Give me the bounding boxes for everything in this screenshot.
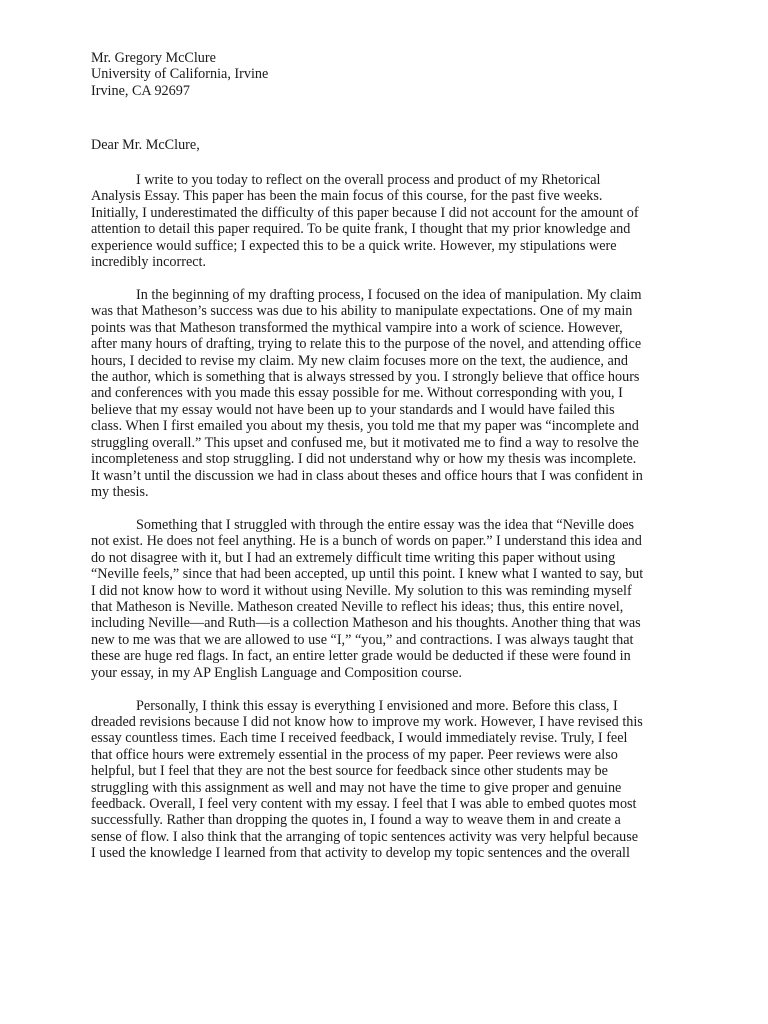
paragraph-line: Analysis Essay. This paper has been the main focus of this course, for the past five weeks. xyxy=(91,188,603,205)
paragraph-line: hours, I decided to revise my claim. My new claim focuses more on the text, the audience, and xyxy=(91,352,628,369)
paragraph-line: that office hours were extremely essential in the process of my paper. Peer reviews were also xyxy=(91,746,618,763)
paragraph-line: In the beginning of my drafting process, I focused on the idea of manipulation. My claim xyxy=(136,287,642,304)
recipient-institution: University of California, Irvine xyxy=(91,66,269,83)
paragraph-line: my thesis. xyxy=(91,483,149,500)
paragraph-line: I did not know how to word it without using Neville. My solution to this was reminding myself xyxy=(91,582,632,599)
paragraph-line: points was that Matheson transformed the mythical vampire into a work of science. However, xyxy=(91,319,623,336)
paragraph-line: including Neville—and Ruth—is a collection Matheson and his thoughts. Another thing that was xyxy=(91,615,641,632)
paragraph-line: It wasn’t until the discussion we had in class about theses and office hours that I was confident in xyxy=(91,467,643,484)
body-paragraph xyxy=(91,517,681,681)
paragraph-line: sense of flow. I also think that the arranging of topic sentences activity was very helpful because xyxy=(91,828,639,845)
recipient-name: Mr. Gregory McClure xyxy=(91,50,216,66)
paragraph-line: Personally, I think this essay is everything I envisioned and more. Before this class, I xyxy=(136,697,618,714)
paragraph-line: struggling with this assignment as well and may not have the time to give proper and genuine xyxy=(91,779,622,796)
paragraph-line: Initially, I underestimated the difficulty of this paper because I did not account for the amount of xyxy=(91,204,639,221)
paragraph-line: do not disagree with it, but I had an extremely difficult time writing this paper without using xyxy=(91,549,616,566)
paragraph-line: was that Matheson’s success was due to his ability to manipulate expectations. One of my main xyxy=(91,303,633,320)
paragraph-line: experience would suffice; I expected this to be a quick write. However, my stipulations were xyxy=(91,237,617,254)
paragraph-line: I write to you today to reflect on the overall process and product of my Rhetorical xyxy=(136,172,601,188)
paragraph-line: feedback. Overall, I feel very content with my essay. I feel that I was able to embed quotes most xyxy=(91,796,637,812)
paragraph-line: struggling overall.” This upset and confused me, but it motivated me to find a way to resolve the xyxy=(91,434,639,451)
letter-body xyxy=(91,172,681,878)
salutation: Dear Mr. McClure, xyxy=(91,137,200,153)
paragraph-line: and conferences with you made this essay possible for me. Without corresponding with you, I xyxy=(91,385,623,402)
paragraph-line: not exist. He does not feel anything. He is a bunch of words on paper.” I understand this idea and xyxy=(91,533,642,550)
paragraph-line: essay countless times. Each time I received feedback, I would immediately revise. Truly, I feel xyxy=(91,730,628,747)
recipient-address xyxy=(91,50,691,99)
paragraph-line: “Neville feels,” since that had been accepted, up until this point. I knew what I wanted to say, but xyxy=(91,566,644,583)
paragraph-line: helpful, but I feel that they are not the best source for feedback since other students may be xyxy=(91,763,608,780)
recipient-city-line: Irvine, CA 92697 xyxy=(91,82,190,99)
body-paragraph xyxy=(91,172,681,270)
paragraph-line: Something that I struggled with through the entire essay was the idea that “Neville does xyxy=(136,516,635,533)
paragraph-line: class. When I first emailed you about my thesis, you told me that my paper was “incomplete and xyxy=(91,418,639,435)
paragraph-line: your essay, in my AP English Language and Composition course. xyxy=(91,664,462,681)
paragraph-line: successfully. Rather than dropping the quotes in, I found a way to weave them in and create a xyxy=(91,812,621,829)
paragraph-line: I used the knowledge I learned from that activity to develop my topic sentences and the overall xyxy=(91,845,630,862)
body-paragraph xyxy=(91,698,681,862)
paragraph-line: that Matheson is Neville. Matheson created Neville to reflect his ideas; thus, this entire novel, xyxy=(91,598,624,615)
paragraph-line: attention to detail this paper required. To be quite frank, I thought that my prior knowledge and xyxy=(91,221,631,238)
body-paragraph xyxy=(91,287,681,500)
paragraph-line: incompleteness and stop struggling. I did not understand why or how my thesis was incomplete. xyxy=(91,451,637,468)
paragraph-line: new to me was that we are allowed to use “I,” “you,” and contractions. I was always taught that xyxy=(91,631,634,648)
paragraph-line: the author, which is something that is always stressed by you. I strongly believe that office hours xyxy=(91,369,640,386)
paragraph-line: after many hours of drafting, trying to relate this to the purpose of the novel, and attending office xyxy=(91,336,642,353)
paragraph-line: dreaded revisions because I did not know how to improve my work. However, I have revised this xyxy=(91,713,643,730)
paragraph-line: incredibly incorrect. xyxy=(91,254,207,271)
paragraph-line: these are huge red flags. In fact, an entire letter grade would be deducted if these were found in xyxy=(91,648,631,665)
paragraph-line: believe that my essay would not have been up to your standards and I would have failed this xyxy=(91,401,615,418)
